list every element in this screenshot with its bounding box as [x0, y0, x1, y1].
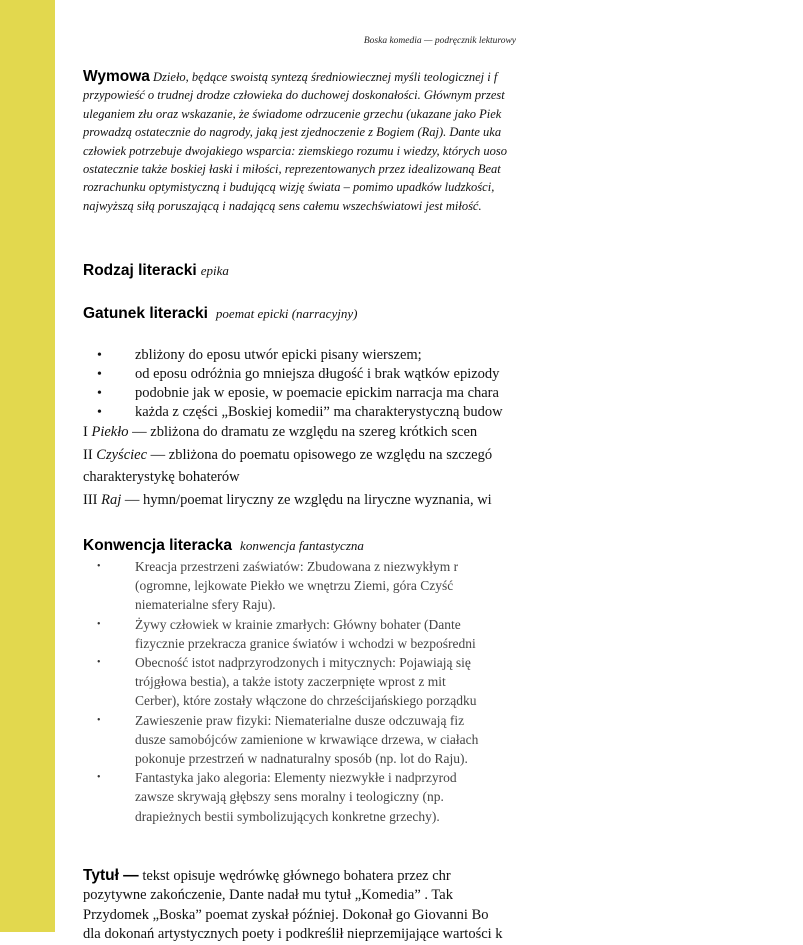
part-line-continuation: [83, 466, 492, 489]
list-item-line: Cerber), które zostały włączone do chrześcijańskiego porządku: [135, 693, 477, 709]
list-item-line: fizycznie przekracza granice światów i wchodzi w bezpośredni: [135, 635, 476, 651]
running-head: Boska komedia — podręcznik lekturowy: [363, 36, 516, 46]
heading-rodzaj: Rodzaj literacki: [83, 262, 197, 279]
list-item-line: niematerialne sfery Raju).: [135, 597, 276, 613]
wymowa-line: rozrachunku optymistyczną i budującą wizję świata – pomimo upadków ludzkości,: [83, 180, 495, 195]
heading-wymowa: Wymowa: [83, 68, 150, 85]
list-item: • podobnie jak w eposie, w poemacie epickim narracja ma chara: [83, 384, 503, 403]
part-number: II: [83, 446, 93, 463]
list-item-line: (ogromne, lejkowate Piekło we wnętrzu Ziemi, góra Czyść: [135, 578, 454, 594]
part-text: — hymn/poemat liryczny ze względu na liryczne wyznania, wi: [124, 491, 492, 508]
list-item-line: • Żywy człowiek w krainie zmarłych: Główny bohater (Dante: [135, 616, 461, 632]
part-name: Czyściec: [96, 446, 148, 463]
part-name: Piekło: [91, 424, 129, 440]
list-item: [83, 615, 478, 653]
list-item-line: dusze samobójców zamienione w krwawiące drzewa, w ciałach: [135, 731, 479, 747]
list-item-line: • Fantastyka jako alegoria: Elementy niezwykłe i nadprzyrod: [135, 770, 457, 786]
rodzaj-value: epika: [200, 263, 229, 278]
list-item-line: drapieżnych bestii symbolizujących konkretne grzechy).: [135, 808, 440, 824]
list-item-line: • Zawieszenie praw fizyki: Niematerialne dusze odczuwają fiz: [135, 712, 465, 728]
tytul-line: Przydomek „Boska” poemat zyskał później. Dokonał go Giovanni Bo: [83, 906, 489, 923]
wymowa-line: prowadzą ostatecznie do nagrody, jaką jest zjednoczenie z Bogiem (Raj). Dante uka: [83, 125, 502, 140]
list-item: [83, 768, 478, 826]
heading-konwencja: Konwencja literacka: [83, 537, 233, 554]
konwencja-value: konwencja fantastyczna: [240, 538, 364, 553]
list-item-line: trójgłowa bestia), a także istoty zaczerpnięte wprost z mit: [135, 674, 446, 690]
list-item: • zbliżony do eposu utwór epicki pisany wierszem;: [83, 346, 503, 365]
list-item: • każda z części „Boskiej komedii” ma charakterystyczną budow: [83, 403, 503, 422]
list-item: [83, 653, 478, 711]
part-line-czysciec: [83, 444, 492, 467]
part-line-pieklo: [83, 421, 492, 444]
yellow-margin-band: [0, 0, 55, 932]
parts-description: [83, 421, 492, 511]
wymowa-line: najwyższą siłą poruszającą i nadającą sens całemu wszechświatowi jest miłość.: [83, 198, 482, 213]
page-content: [83, 0, 534, 943]
list-item-line: zawsze skrywają głębszy sens moralny i teologiczny (np.: [135, 789, 444, 805]
gatunek-bullet-list: [83, 346, 503, 422]
part-name: Raj: [101, 491, 122, 508]
part-text: charakterystykę bohaterów: [83, 469, 240, 485]
konwencja-list: [83, 557, 478, 826]
list-item-line: • Kreacja przestrzeni zaświatów: Zbudowana z niezwykłym r: [135, 559, 459, 574]
tytul-line: tekst opisuje wędrówkę głównego bohatera przez chr: [142, 868, 451, 884]
list-item: [83, 557, 478, 615]
part-text: — zbliżona do dramatu ze względu na szereg krótkich scen: [132, 424, 478, 440]
section-gatunek: [83, 305, 803, 323]
section-tytul: [83, 866, 803, 945]
section-konwencja: [83, 537, 803, 555]
part-number: III: [83, 491, 98, 508]
list-item-line: pokonuje przestrzeń w nadnaturalny sposób (np. lot do Raju).: [135, 751, 468, 767]
heading-gatunek: Gatunek literacki: [83, 305, 208, 322]
section-rodzaj: [83, 262, 803, 280]
wymowa-line: przypowieść o trudnej drodze człowieka do duchowej doskonałości. Głównym przest: [83, 88, 505, 103]
part-text: — zbliżona do poematu opisowego ze względu na szczegó: [150, 446, 493, 463]
part-line-raj: [83, 489, 492, 512]
list-item: [83, 711, 478, 769]
tytul-line: pozytywne zakończenie, Dante nadał mu tytuł „Komedia” . Tak: [83, 887, 453, 904]
wymowa-line: uleganiem złu oraz wskazanie, że świadome odrzucenie grzechu (ukazane jako Piek: [83, 106, 502, 121]
wymowa-line: ostatecznie także boskiej łaski i miłości, reprezentowanych przez idealizowaną Beat: [83, 162, 501, 177]
part-number: I: [83, 424, 88, 440]
gatunek-value: poemat epicki (narracyjny): [215, 306, 358, 321]
list-item-line: • Obecność istot nadprzyrodzonych i mitycznych: Pojawiają się: [135, 655, 471, 671]
section-wymowa: [83, 68, 803, 215]
wymowa-line: człowiek potrzebuje dwojakiego wsparcia: ziemskiego rozumu i wiedzy, których uoso: [83, 143, 508, 158]
wymowa-line: Dzieło, będące swoistą syntezą średniowiecznej myśli teologicznej i f: [153, 70, 498, 84]
heading-tytul: Tytuł —: [83, 867, 139, 884]
tytul-line: dla dokonań artystycznych poety i podkreślił nieprzemijające wartości k: [83, 926, 503, 943]
list-item: • od eposu odróżnia go mniejsza długość i brak wątków epizody: [83, 365, 503, 384]
